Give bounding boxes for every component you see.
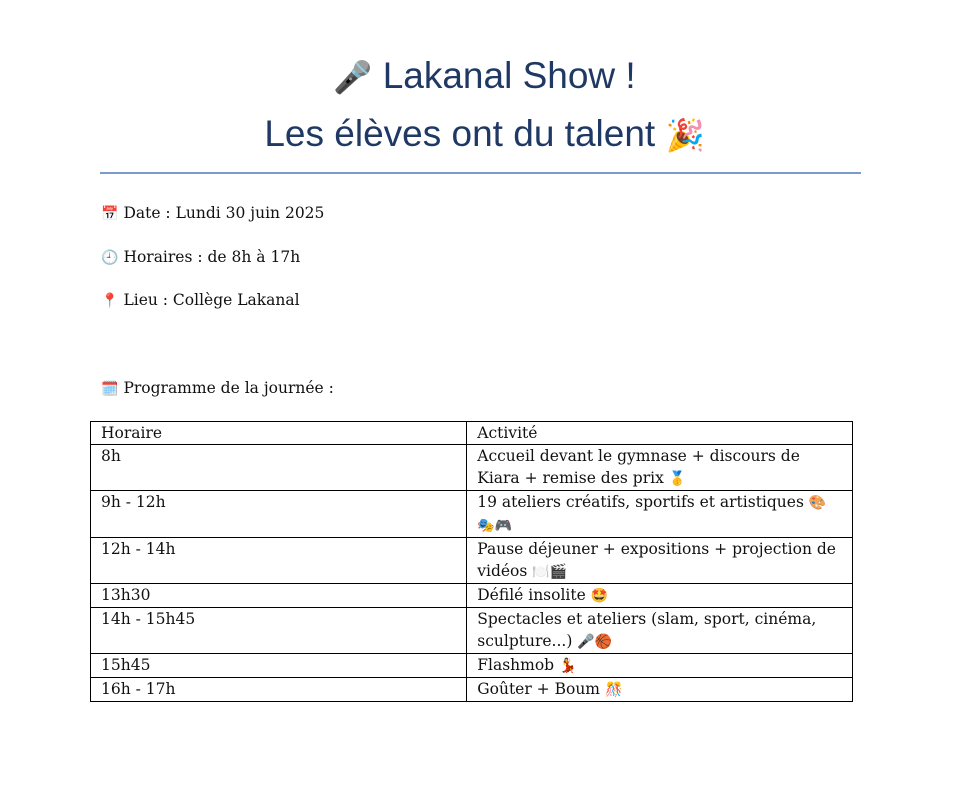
row-time: 16h - 17h [91,678,467,702]
dancer-icon: 💃 [559,658,577,674]
header-activite: Activité [467,422,853,445]
mic-basketball-icon: 🎤🏀 [577,634,613,650]
row-time: 9h - 12h [91,491,467,538]
table-row [91,608,853,654]
header-horaire: Horaire [91,422,467,445]
program-heading-text: Programme de la journée : [123,379,334,397]
date-text: Date : Lundi 30 juin 2025 [123,204,325,222]
calendar-icon: 📅 [101,206,119,222]
pin-icon: 📍 [101,293,119,309]
arts-games-icon: 🎨🎭🎮 [477,495,827,534]
row-activity-text: Flashmob [477,656,555,674]
row-activity [467,654,853,678]
row-activity-text: Goûter + Boum [477,680,601,698]
title-line-2-text: Les élèves ont du talent [264,113,656,154]
medal-icon: 🥇 [668,471,687,487]
row-activity [467,608,853,654]
table-row [91,678,853,702]
party-popper-icon: 🎉 [665,118,705,154]
row-activity-text: 19 ateliers créatifs, sportifs et artistiques [477,493,804,511]
title-line-1 [0,48,969,106]
place-line [101,289,300,312]
place-text: Lieu : Collège Lakanal [123,291,300,309]
table-header-row [91,422,853,445]
star-struck-icon: 🤩 [590,588,609,604]
row-activity-text: Accueil devant le gymnase + discours de Kiara + remise des prix [477,447,800,487]
row-time: 12h - 14h [91,538,467,584]
row-activity-text: Pause déjeuner + expositions + projection de vidéos [477,540,836,580]
title-line-2 [0,106,969,164]
row-activity-text: Spectacles et ateliers (slam, sport, cinéma, sculpture...) [477,610,817,650]
hours-line [101,246,300,269]
table-row [91,491,853,538]
spiral-calendar-icon: 🗓️ [101,381,119,397]
row-time: 8h [91,445,467,491]
title-divider [100,172,861,174]
row-time: 14h - 15h45 [91,608,467,654]
row-activity [467,538,853,584]
row-activity [467,678,853,702]
row-activity-text: Défilé insolite [477,586,586,604]
table-row [91,538,853,584]
table-row [91,654,853,678]
clock-icon: 🕘 [101,250,119,266]
hours-text: Horaires : de 8h à 17h [123,248,301,266]
table-row [91,584,853,608]
row-time: 15h45 [91,654,467,678]
program-table [90,421,853,702]
plate-clapper-icon: 🍽️🎬 [532,564,568,580]
table-row [91,445,853,491]
program-heading [101,377,334,400]
title-line-1-text: Lakanal Show ! [382,55,636,96]
date-line [101,202,324,225]
microphone-icon: 🎤 [333,60,373,96]
page-title [0,48,969,164]
row-time: 13h30 [91,584,467,608]
row-activity [467,584,853,608]
row-activity [467,445,853,491]
confetti-ball-icon: 🎊 [604,682,623,698]
row-activity [467,491,853,538]
